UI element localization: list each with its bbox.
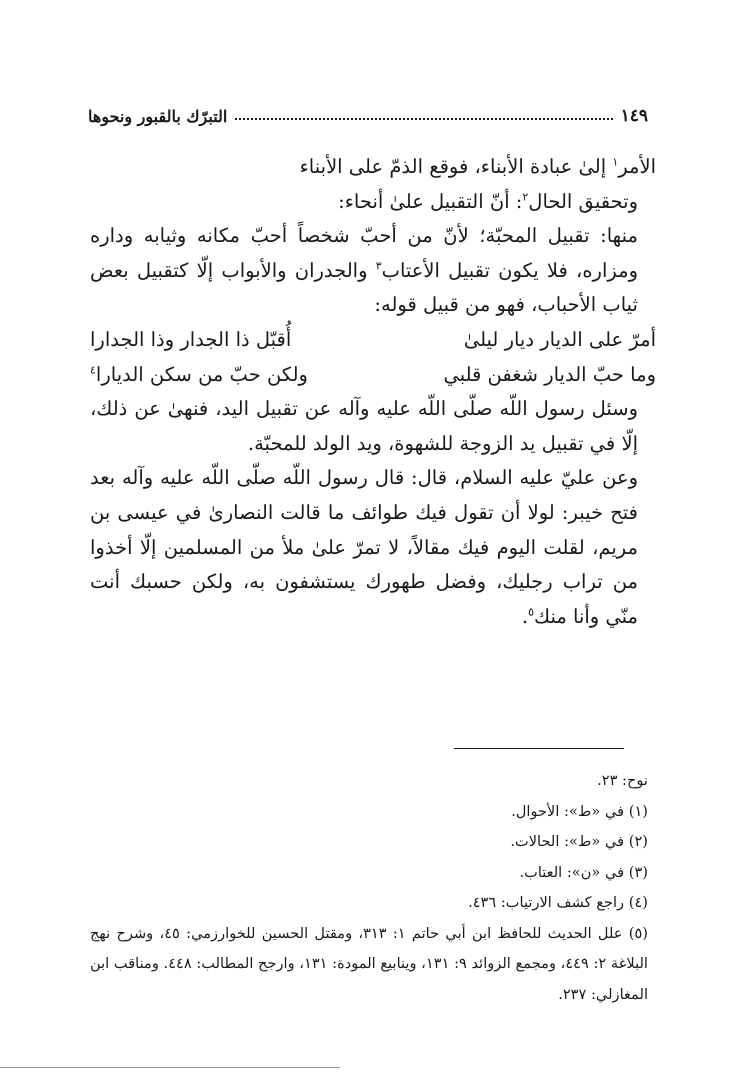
page-number: ١٤٩: [620, 106, 648, 126]
paragraph-3: منها: تقبيل المحبّة؛ لأنّ من أحبّ شخصاً أحبّ مكانه وثيابه وداره ومزاره، فلا يكون تقبيل الأعتاب$^٣$ والجدران والأبواب إلّا كتقبيل بعض ثياب الأحباب، فهو من قبيل قوله:: [90, 224, 638, 317]
footnote-5: (٥) علل الحديث للحافظ ابن أبي حاتم ١: ٣١٣، ومقتل الحسين للخوارزمي: ٤٥، وشرح نهج البلاغة ٢: ٤٤٩، ومجمع الزوائد ٩: ١٣١، وينابيع المودة: ١٣١، وارجح المطالب: ٤٤٨. ومناقب ابن المغازلي: ٢٣٧.: [90, 924, 648, 1003]
poem-hemistich-2b: ولكن حبّ من سكن الديارا: [95, 362, 308, 386]
running-header: [88, 103, 648, 129]
paragraph-1: الأمر$^١$ إلىٰ عبادة الأبناء، فوقع الذمّ على الأبناء: [299, 155, 656, 178]
poem-hemistich-1a: أمرّ على الديار ديار ليلىٰ: [463, 327, 656, 351]
poem-line-1: [90, 323, 656, 358]
footnote-1: (١) في «ط»: الأحوال.: [511, 802, 648, 820]
footnotes: [90, 766, 648, 1010]
header-leader-dots: [235, 118, 612, 120]
paragraph-4: وسئل رسول اللّه صلّى اللّه عليه وآله عن تقبيل اليد، فنهىٰ عن ذلك، إلّا في تقبيل يد الزوجة للشهوة، ويد الولد للمحبّة.: [90, 397, 638, 455]
footnote-3: (٣) في «ن»: العتاب.: [519, 863, 648, 881]
footnote-ref-1: ١: [612, 155, 619, 169]
footnote-ref-4: ٤: [90, 363, 96, 377]
poem-line-2: [90, 358, 656, 393]
paragraph-2: وتحقيق الحال$^٢$: أنّ التقبيل علىٰ أنحاء:: [338, 189, 638, 213]
footnote-ref-3: ٣: [375, 259, 382, 273]
footnote-ref-5: ٥: [528, 605, 535, 619]
poem-hemistich-1b: أُقبّل ذا الجدار وذا الجدارا: [90, 327, 292, 351]
scan-edge-line: [0, 1067, 340, 1068]
footnote-ref-2: ٢: [522, 190, 529, 204]
poem-hemistich-2a: وما حبّ الديار شغفن قلبي: [443, 362, 656, 386]
paragraph-5: وعن عليّ عليه السلام، قال: قال رسول اللّه صلّى اللّه عليه وآله بعد فتح خيبر: لولا أن تقول فيك طوائف ما قالت النصارىٰ في عيسى بن مريم، لقلت اليوم فيك مقالاً، لا تمرّ علىٰ ملأ من المسلمين إلّا أخذوا من تراب رجليك، وفضل طهورك يستشفون به، ولكن حسبك أنت منّي وأنا منك$^٥$.: [90, 466, 638, 628]
header-title: التبرّك بالقبور ونحوها: [88, 106, 228, 126]
footnote-separator: [454, 748, 624, 749]
main-text: [90, 150, 656, 634]
footnote-quran-ref: نوح: ٢٣.: [597, 772, 648, 789]
footnote-4: (٤) راجع كشف الارتياب: ٤٣٦.: [468, 894, 648, 911]
footnote-2: (٢) في «ط»: الحالات.: [510, 833, 648, 850]
